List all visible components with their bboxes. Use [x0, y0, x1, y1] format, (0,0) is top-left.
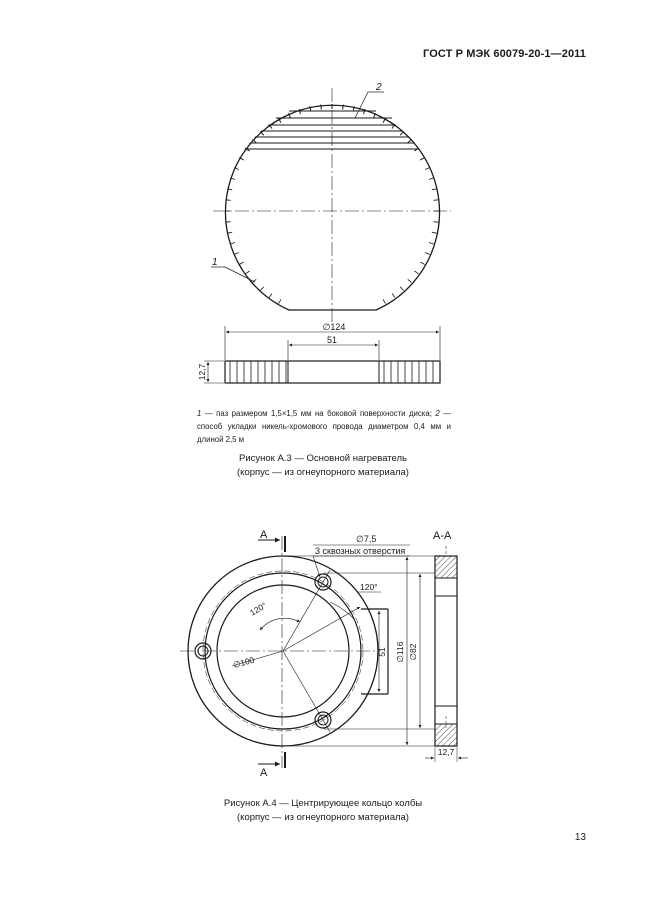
- dim-diameter-124: ∅124: [322, 322, 346, 332]
- page-number: 13: [574, 832, 586, 843]
- wire-layout-lines: [200, 118, 460, 149]
- dim-thickness-section: 12,7: [437, 747, 455, 757]
- angle-120-right: 120°: [360, 582, 378, 592]
- callout-1: 1: [212, 257, 218, 268]
- figure-a3-side-view: [204, 326, 440, 383]
- dim-diameter-82: ∅82: [408, 643, 418, 661]
- callout-2: 2: [376, 82, 382, 93]
- note-1-number: 1: [197, 409, 202, 418]
- figure-a3-caption-title: Рисунок А.3 — Основной нагреватель: [239, 453, 407, 464]
- dim-51: 51: [326, 335, 338, 345]
- disc-side-profile: [225, 361, 440, 383]
- page-header-standard: ГОСТ Р МЭК 60079-20-1—2011: [423, 48, 586, 60]
- figure-a3-caption: [0, 452, 646, 480]
- note-1-text: — паз размером 1,5×1,5 мм на боковой поверхности диска;: [201, 409, 436, 418]
- figure-a3-caption-subtitle: (корпус — из огнеупорного материала): [237, 467, 409, 478]
- figure-a4-caption: [0, 797, 646, 825]
- figure-a4-section-view: [425, 546, 468, 762]
- heater-disc-outline: [226, 105, 440, 310]
- note-2-text: — способ укладки никель-хромового провода диаметром 0,4 мм и длиной 2,5 м: [197, 409, 452, 444]
- angle-120-left: 120°: [248, 600, 269, 618]
- holes-note: 3 сквозных отверстия: [315, 546, 406, 556]
- figure-a4-caption-title: Рисунок А.4 — Центрирующее кольцо колбы: [223, 798, 423, 809]
- dim-inner-diameter-100: ∅100: [231, 654, 256, 670]
- dim-outer-diameter-116: ∅116: [395, 641, 405, 663]
- section-mark-bottom: A: [260, 767, 268, 779]
- note-2-number: 2: [435, 409, 440, 418]
- dim-51-notch: 51: [377, 647, 387, 657]
- section-mark-top: A: [260, 529, 268, 541]
- figure-a3-plan-view: [200, 88, 460, 322]
- dim-hole-diameter: ∅7,5: [356, 534, 377, 544]
- dim-thickness: 12,7: [197, 363, 207, 381]
- figure-a3-notes: [197, 407, 451, 446]
- section-title: А-А: [433, 530, 452, 542]
- figure-a4-caption-subtitle: (корпус — из огнеупорного материала): [237, 812, 409, 823]
